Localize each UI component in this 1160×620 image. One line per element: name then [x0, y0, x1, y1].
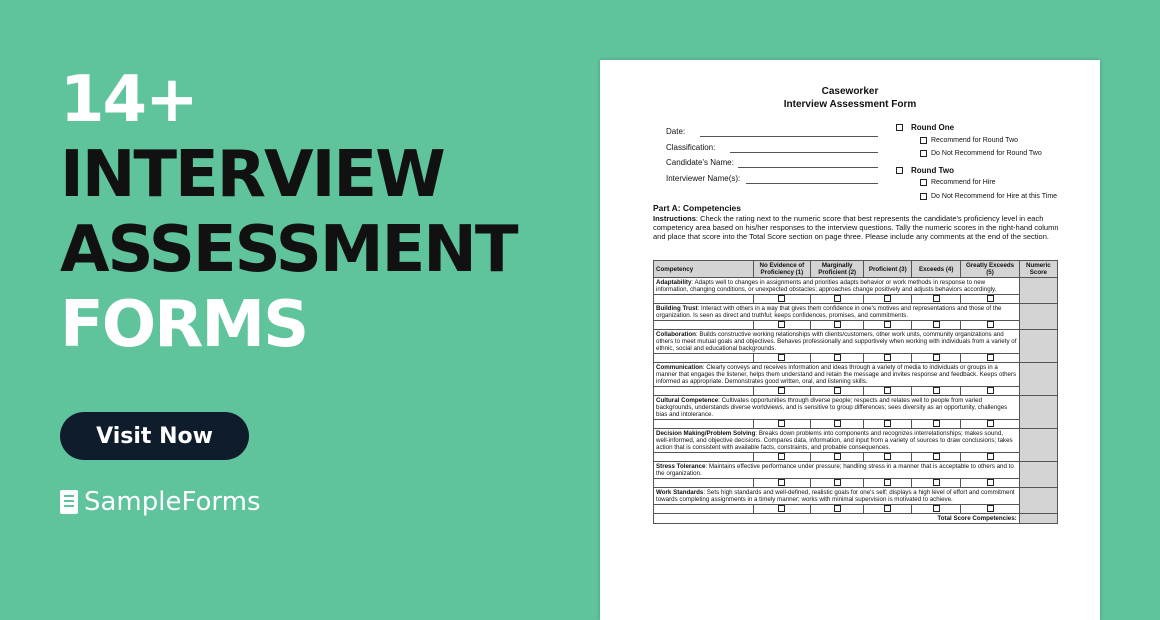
rating-row [654, 420, 1058, 429]
rating-cell-5 [961, 453, 1019, 462]
rating-cell-5 [961, 387, 1019, 396]
document-icon [60, 490, 78, 514]
rating-cell-2 [811, 321, 864, 330]
rating-cell-5 [961, 295, 1019, 304]
round-one-opt-2: Do Not Recommend for Round Two [920, 150, 1042, 157]
rating-checkbox-5[interactable] [987, 420, 994, 427]
rating-row [654, 505, 1058, 514]
rating-checkbox-1[interactable] [778, 479, 785, 486]
competency-row [654, 278, 1058, 295]
rating-cell-5 [961, 420, 1019, 429]
checkbox [920, 137, 927, 144]
rating-checkbox-3[interactable] [884, 387, 891, 394]
rating-cell-1 [753, 321, 810, 330]
headline-interview: INTERVIEW [60, 138, 444, 212]
rating-checkbox-1[interactable] [778, 321, 785, 328]
rating-checkbox-1[interactable] [778, 295, 785, 302]
interviewer-label: Interviewer Name(s): [666, 174, 741, 183]
rating-cell-5 [961, 354, 1019, 363]
competency-description [654, 363, 1020, 387]
doc-title: Caseworker [821, 86, 879, 97]
competency-description [654, 304, 1020, 321]
rating-checkbox-1[interactable] [778, 420, 785, 427]
checkbox [920, 179, 927, 186]
numeric-score-cell[interactable] [1019, 488, 1057, 514]
competency-row [654, 488, 1058, 505]
date-line [700, 136, 878, 137]
rating-checkbox-5[interactable] [987, 354, 994, 361]
numeric-score-cell[interactable] [1019, 363, 1057, 396]
rating-checkbox-2[interactable] [834, 295, 841, 302]
competency-name: Work Standards [656, 489, 704, 496]
competency-name: Decision Making/Problem Solving [656, 430, 756, 437]
checkbox [920, 193, 927, 200]
rating-cell-1 [753, 453, 810, 462]
rating-cell-4 [912, 479, 961, 488]
visit-now-button[interactable]: Visit Now [60, 412, 249, 460]
rating-checkbox-2[interactable] [834, 453, 841, 460]
rating-checkbox-5[interactable] [987, 387, 994, 394]
rating-cell-2 [811, 479, 864, 488]
numeric-score-cell[interactable] [1019, 278, 1057, 304]
rating-checkbox-3[interactable] [884, 420, 891, 427]
rating-cell-3 [864, 387, 912, 396]
competency-row [654, 396, 1058, 420]
rating-checkbox-3[interactable] [884, 295, 891, 302]
rating-cell-5 [961, 479, 1019, 488]
rating-checkbox-3[interactable] [884, 479, 891, 486]
rating-checkbox-1[interactable] [778, 387, 785, 394]
round-one: Round One [896, 123, 954, 132]
numeric-score-cell[interactable] [1019, 396, 1057, 429]
rating-checkbox-3[interactable] [884, 354, 891, 361]
competency-name: Cultural Competence [656, 397, 719, 404]
rating-checkbox-2[interactable] [834, 479, 841, 486]
rating-checkbox-4[interactable] [933, 505, 940, 512]
sampleforms-logo[interactable] [60, 487, 261, 517]
competency-description [654, 396, 1020, 420]
col-2: Marginally Proficient (2) [811, 261, 864, 278]
rating-cell-1 [753, 420, 810, 429]
rating-cell-4 [912, 354, 961, 363]
rating-row-spacer [654, 387, 754, 396]
candidate-line [738, 167, 878, 168]
rating-checkbox-1[interactable] [778, 505, 785, 512]
rating-checkbox-4[interactable] [933, 479, 940, 486]
competency-text: : Maintains effective performance under pressure; handling stress in a manner that is acceptable to others and to the organization. [656, 463, 1014, 477]
competency-row [654, 330, 1058, 354]
headline-count: 14+ [60, 63, 197, 137]
competency-text: : Interact with others in a way that gives them confidence in one's motives and representations and those of the organization. Is seen as direct and truthful; keeps confidences, promises, and commitments. [656, 305, 1002, 319]
rating-cell-1 [753, 505, 810, 514]
rating-row-spacer [654, 295, 754, 304]
rating-checkbox-5[interactable] [987, 321, 994, 328]
competency-description [654, 488, 1020, 505]
rating-cell-4 [912, 505, 961, 514]
competency-description [654, 278, 1020, 295]
rating-checkbox-5[interactable] [987, 479, 994, 486]
date-label: Date: [666, 127, 686, 136]
competency-row [654, 462, 1058, 479]
round-two-opt-2: Do Not Recommend for Hire at this Time [920, 193, 1057, 200]
rating-checkbox-2[interactable] [834, 321, 841, 328]
rating-checkbox-2[interactable] [834, 505, 841, 512]
round-two: Round Two [896, 166, 954, 175]
competency-text: : Breaks down problems into components and recognizes interrelationships; makes sound, well-informed, and objective decisions. Compares data, information, and input from a variety of sources to draw conclusions; takes action that is consistent with available facts, constraints, and probable consequences. [656, 430, 1013, 451]
total-label: Total Score Competencies: [654, 514, 1020, 524]
headline-forms: FORMS [60, 288, 308, 362]
rating-row-spacer [654, 505, 754, 514]
rating-cell-2 [811, 420, 864, 429]
competency-text: : Clearly conveys and receives information and ideas through a variety of media to individuals or groups in a manner that engages the listener, helps them understand and retain the message and invites response and feedback. Keeps others informed as appropriate. Demonstrates good written, oral, and listening skills. [656, 364, 1017, 385]
total-row [654, 514, 1058, 524]
round-one-opt-1: Recommend for Round Two [920, 137, 1018, 144]
rating-checkbox-2[interactable] [834, 387, 841, 394]
col-3: Proficient (3) [864, 261, 912, 278]
rating-checkbox-3[interactable] [884, 321, 891, 328]
rating-checkbox-5[interactable] [987, 505, 994, 512]
form-preview [600, 60, 1100, 620]
doc-subtitle: Interview Assessment Form [783, 99, 917, 110]
competency-row [654, 363, 1058, 387]
candidate-label: Candidate's Name: [666, 158, 734, 167]
rating-checkbox-5[interactable] [987, 295, 994, 302]
competency-description [654, 429, 1020, 453]
competency-name: Building Trust [656, 305, 698, 312]
rating-row [654, 295, 1058, 304]
rating-row-spacer [654, 420, 754, 429]
rating-checkbox-5[interactable] [987, 453, 994, 460]
part-a-heading: Part A: Competencies [653, 203, 742, 213]
competency-name: Adaptability [656, 279, 692, 286]
round-two-opt-1: Recommend for Hire [920, 179, 996, 186]
rating-row [654, 453, 1058, 462]
rating-row-spacer [654, 354, 754, 363]
col-competency: Competency [654, 261, 754, 278]
competency-name: Collaboration [656, 331, 696, 338]
rating-cell-1 [753, 354, 810, 363]
rating-row [654, 479, 1058, 488]
rating-cell-2 [811, 354, 864, 363]
rating-cell-3 [864, 354, 912, 363]
competency-text: : Builds constructive working relationships with clients/customers, other work units, community organizations and others to meet mutual goals and objectives. Behaves professionally and supportively when working with individuals from a variety of ethnic, social and educational backgrounds. [656, 331, 1017, 352]
competency-name: Stress Tolerance [656, 463, 706, 470]
rating-cell-4 [912, 453, 961, 462]
col-score: Numeric Score [1019, 261, 1057, 278]
numeric-score-cell[interactable] [1019, 304, 1057, 330]
rating-cell-5 [961, 321, 1019, 330]
rating-cell-3 [864, 453, 912, 462]
competency-description [654, 330, 1020, 354]
rating-cell-2 [811, 387, 864, 396]
rating-row-spacer [654, 321, 754, 330]
rating-cell-2 [811, 505, 864, 514]
competency-table [653, 260, 1058, 524]
headline-assessment: ASSESSMENT [60, 213, 517, 287]
checkbox [896, 167, 903, 174]
interviewer-line [746, 183, 878, 184]
rating-cell-3 [864, 420, 912, 429]
col-4: Exceeds (4) [912, 261, 961, 278]
rating-checkbox-2[interactable] [834, 354, 841, 361]
numeric-score-cell[interactable] [1019, 330, 1057, 363]
competency-name: Communication [656, 364, 703, 371]
rating-cell-4 [912, 295, 961, 304]
rating-cell-1 [753, 295, 810, 304]
rating-row-spacer [654, 479, 754, 488]
rating-cell-5 [961, 505, 1019, 514]
rating-checkbox-1[interactable] [778, 354, 785, 361]
rating-checkbox-4[interactable] [933, 453, 940, 460]
rating-cell-3 [864, 321, 912, 330]
classification-label: Classification: [666, 143, 716, 152]
competency-row [654, 304, 1058, 321]
numeric-score-cell[interactable] [1019, 462, 1057, 488]
rating-cell-1 [753, 387, 810, 396]
rating-cell-2 [811, 453, 864, 462]
rating-checkbox-3[interactable] [884, 505, 891, 512]
competency-text: : Adapts well to changes in assignments and priorities adapts behavior or work methods in response to new information, changing conditions, or unexpected obstacles; approaches change positively and adjusts behaviors accordingly. [656, 279, 997, 293]
rating-cell-2 [811, 295, 864, 304]
rating-checkbox-3[interactable] [884, 453, 891, 460]
rating-cell-3 [864, 479, 912, 488]
total-score-cell[interactable] [1019, 514, 1057, 524]
rating-row [654, 321, 1058, 330]
competency-description [654, 462, 1020, 479]
competency-text: : Cultivates opportunities through diverse people; respects and relates well to people from varied backgrounds, understands diverse worldviews, and is sensitive to group differences; sees diversity as an opportunity, challenges bias and intolerance. [656, 397, 1008, 418]
rating-cell-4 [912, 420, 961, 429]
col-5: Greatly Exceeds (5) [961, 261, 1019, 278]
rating-checkbox-4[interactable] [933, 420, 940, 427]
rating-cell-4 [912, 387, 961, 396]
numeric-score-cell[interactable] [1019, 429, 1057, 462]
rating-checkbox-4[interactable] [933, 354, 940, 361]
classification-line [730, 152, 878, 153]
rating-row [654, 354, 1058, 363]
rating-row-spacer [654, 453, 754, 462]
brand-name: SampleForms [84, 487, 261, 517]
checkbox [896, 124, 903, 131]
rating-cell-3 [864, 505, 912, 514]
instructions: Instructions: Check the rating next to the numeric score that best represents the candidate's proficiency level in each competency area based on his/her responses to the interview questions. Tally the numeric scores in the right-hand column and place that score into the Total Score section on page three. Please include any comments at the end of the section. [653, 214, 1059, 241]
rating-row [654, 387, 1058, 396]
rating-checkbox-1[interactable] [778, 453, 785, 460]
competency-text: : Sets high standards and well-defined, realistic goals for one's self; displays a high level of effort and commitment towards completing assignments in a timely manner; works with minimal supervision is motivated to achieve. [656, 489, 1015, 503]
rating-cell-3 [864, 295, 912, 304]
rating-checkbox-2[interactable] [834, 420, 841, 427]
col-1: No Evidence of Proficiency (1) [753, 261, 810, 278]
checkbox [920, 150, 927, 157]
rating-checkbox-4[interactable] [933, 295, 940, 302]
rating-cell-4 [912, 321, 961, 330]
rating-checkbox-4[interactable] [933, 387, 940, 394]
rating-cell-1 [753, 479, 810, 488]
competency-row [654, 429, 1058, 453]
rating-checkbox-4[interactable] [933, 321, 940, 328]
